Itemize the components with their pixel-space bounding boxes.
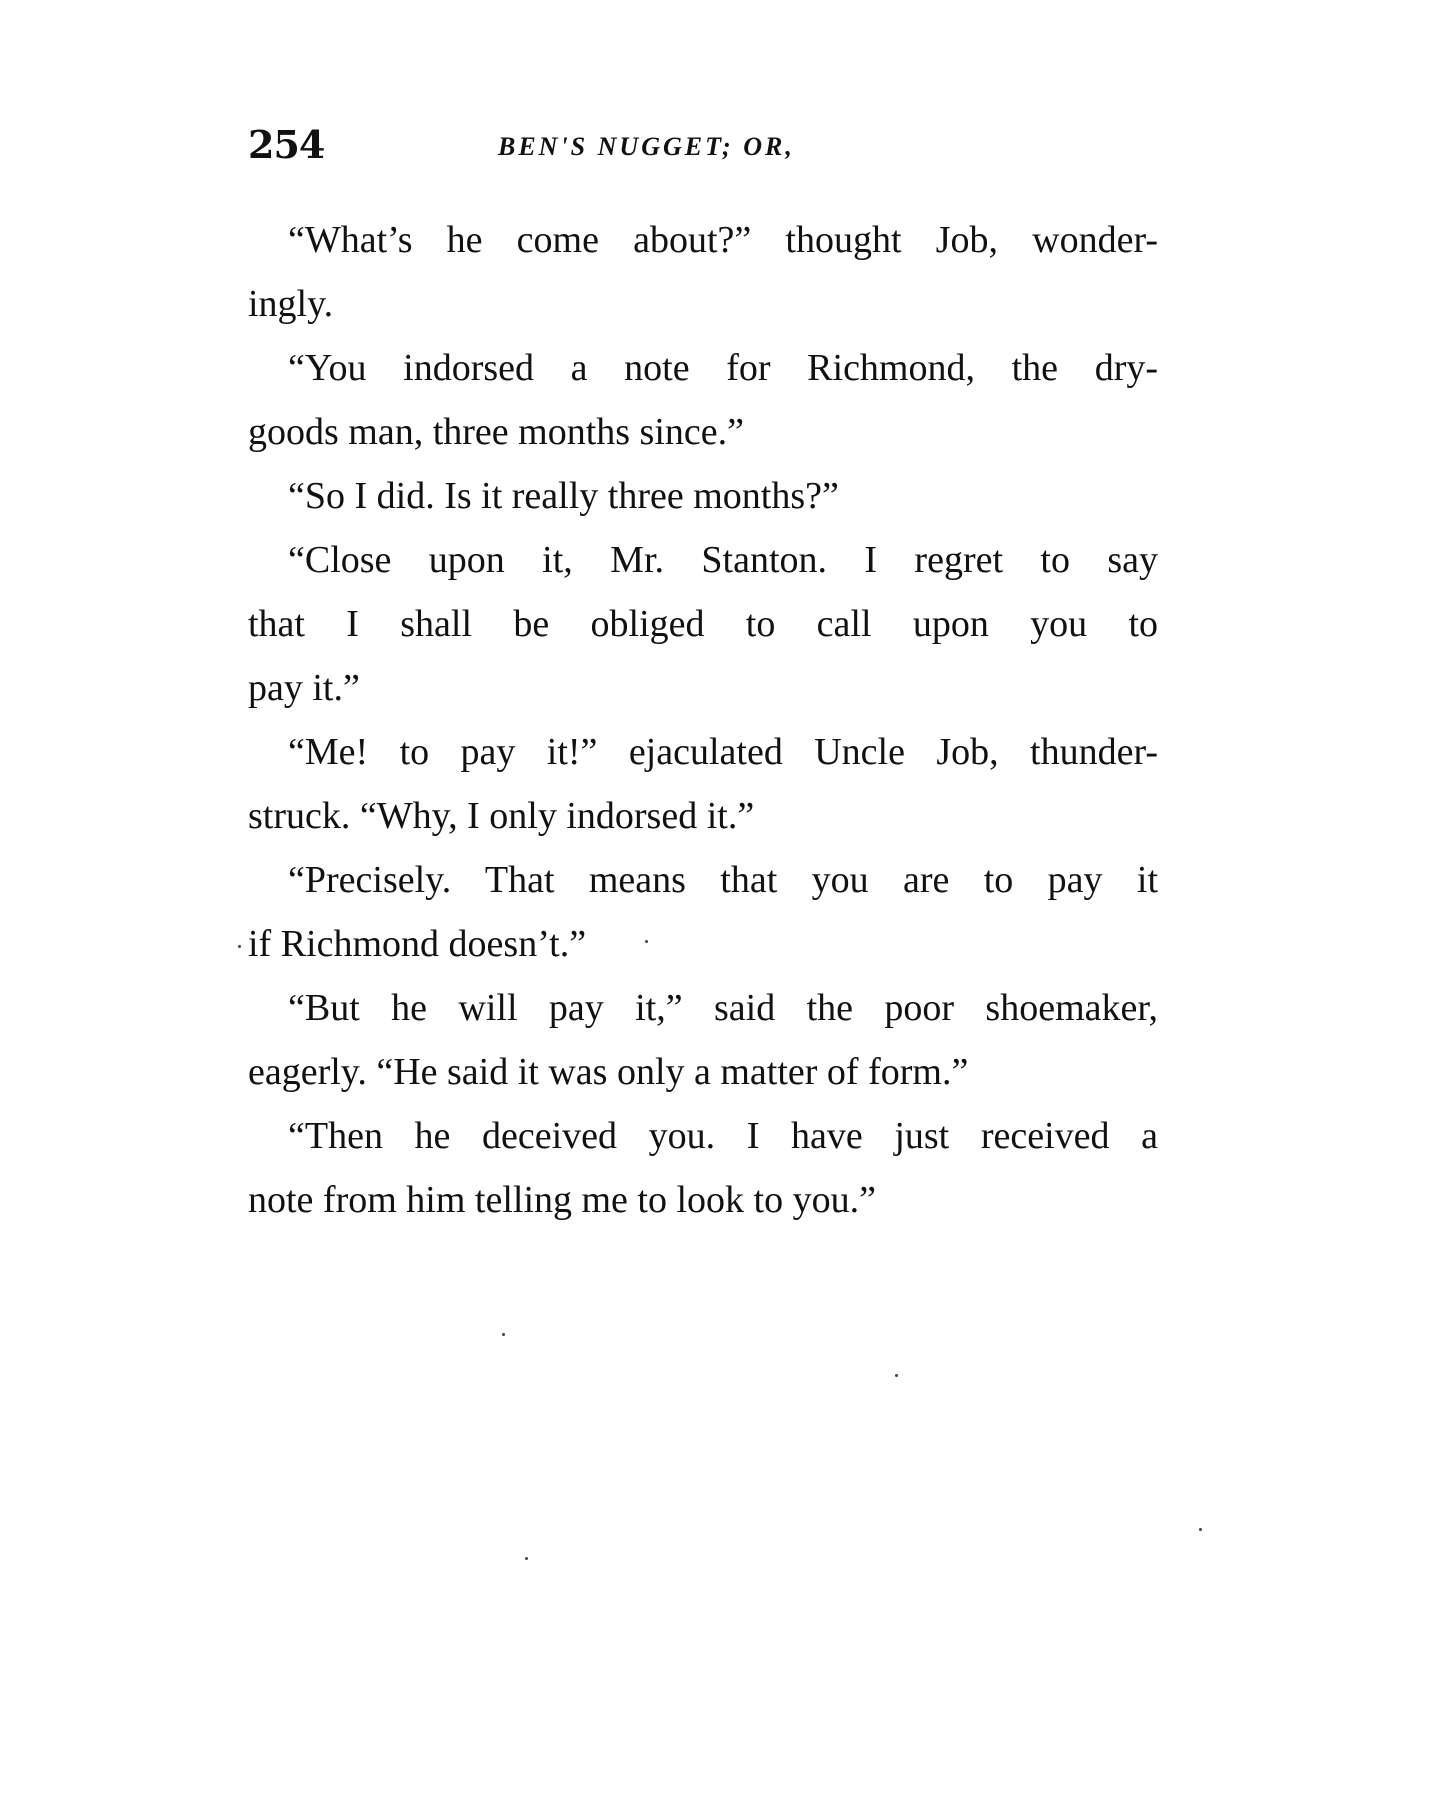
text-line: that I shall be obliged to call upon you to xyxy=(248,603,1158,645)
text-line: eagerly. “He said it was only a matter of form.” xyxy=(248,1051,969,1093)
text-line: note from him telling me to look to you.” xyxy=(248,1179,876,1221)
scan-speck xyxy=(1199,1528,1202,1531)
text-line: goods man, three months since.” xyxy=(248,411,745,453)
text-line: ingly. xyxy=(248,283,334,325)
text-line: struck. “Why, I only indorsed it.” xyxy=(248,795,755,837)
page-header xyxy=(248,122,1158,172)
page-number: 254 xyxy=(248,122,325,167)
text-line: “You indorsed a note for Richmond, the dry- xyxy=(288,347,1158,389)
text-line: “But he will pay it,” said the poor shoemaker, xyxy=(288,987,1158,1029)
text-line: “What’s he come about?” thought Job, wonder- xyxy=(288,219,1158,261)
scan-speck xyxy=(895,1374,898,1377)
text-line: pay it.” xyxy=(248,667,360,709)
text-line: “Close upon it, Mr. Stanton. I regret to say xyxy=(288,539,1158,581)
scan-speck xyxy=(238,945,241,948)
running-head: BEN'S NUGGET; OR, xyxy=(498,132,795,161)
scan-speck xyxy=(525,1557,528,1560)
text-line: if Richmond doesn’t.” xyxy=(248,923,587,965)
scan-speck xyxy=(502,1333,505,1336)
text-line: “Me! to pay it!” ejaculated Uncle Job, thunder- xyxy=(288,731,1158,773)
text-line: “Then he deceived you. I have just received a xyxy=(288,1115,1158,1157)
text-line: “Precisely. That means that you are to pay it xyxy=(288,859,1158,901)
scan-speck xyxy=(645,940,648,943)
text-line: “So I did. Is it really three months?” xyxy=(288,475,839,517)
body-text xyxy=(248,208,1158,1232)
